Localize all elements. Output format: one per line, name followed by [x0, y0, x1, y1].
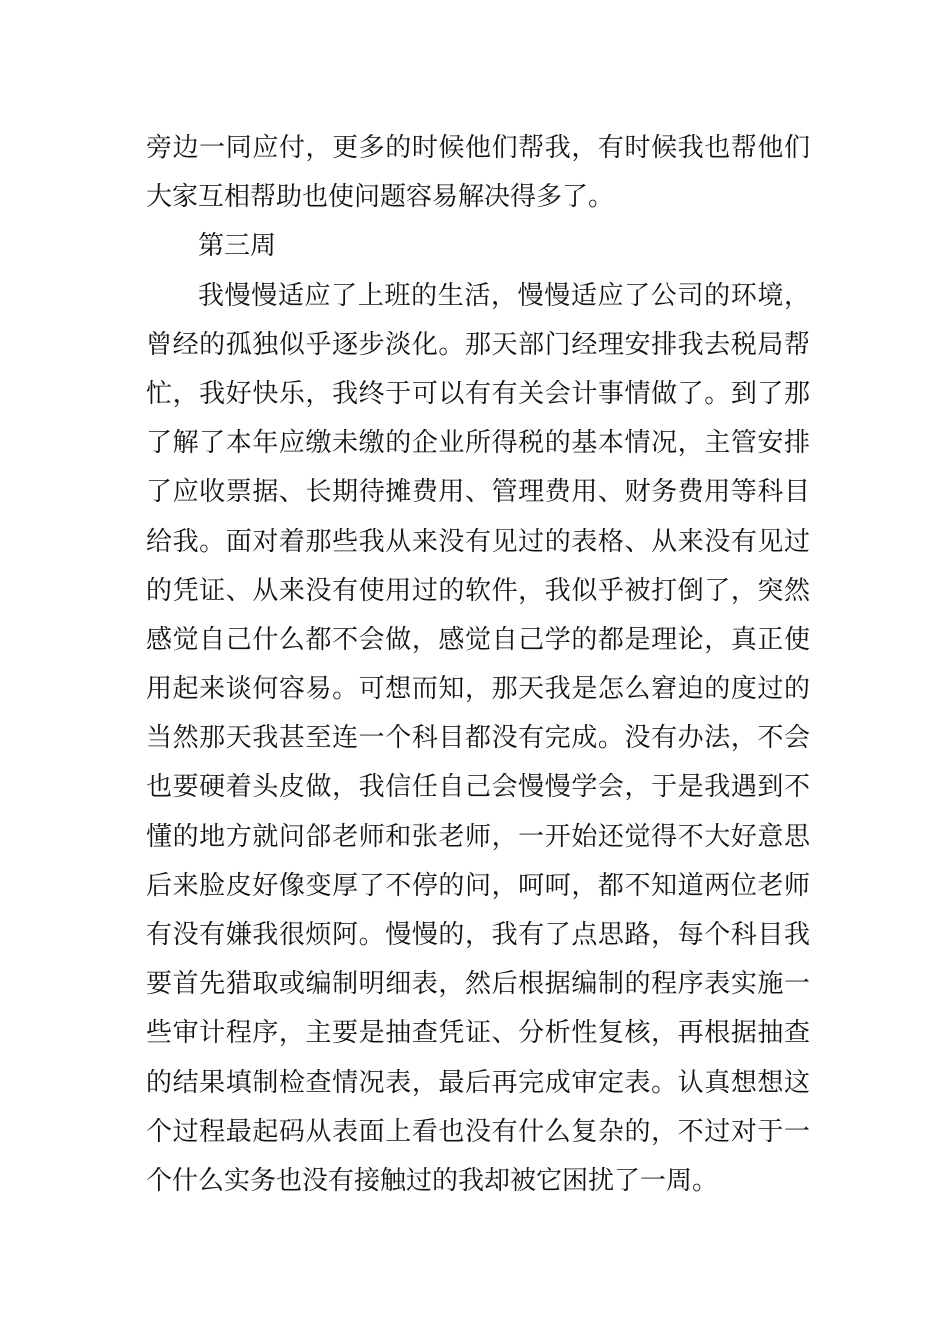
- text-line: 旁边一同应付，更多的时候他们帮我，有时候我也帮他们: [146, 133, 810, 163]
- text-line: 的凭证、从来没有使用过的软件，我似乎被打倒了，突然: [146, 575, 810, 606]
- text-line: 忙，我好快乐，我终于可以有有关会计事情做了。到了那: [146, 378, 810, 409]
- text-line: 大家互相帮助也使问题容易解决得多了。: [146, 182, 615, 213]
- text-line: 有没有嫌我很烦阿。慢慢的，我有了点思路，每个科目我: [146, 920, 810, 950]
- text-line: 个过程最起码从表面上看也没有什么复杂的，不过对于一: [146, 1116, 810, 1147]
- text-line: 的结果填制检查情况表，最后再完成审定表。认真想想这: [146, 1067, 810, 1098]
- text-line: 感觉自己什么都不会做，感觉自己学的都是理论，真正使: [146, 624, 810, 655]
- text-line: 我慢慢适应了上班的生活，慢慢适应了公司的环境，: [198, 280, 810, 311]
- text-line: 曾经的孤独似乎逐步淡化。那天部门经理安排我去税局帮: [146, 329, 810, 360]
- section-heading: 第三周: [198, 231, 277, 262]
- text-line: 了应收票据、长期待摊费用、管理费用、财务费用等科目: [146, 477, 810, 508]
- text-line: 个什么实务也没有接触过的我却被它困扰了一周。: [146, 1165, 719, 1196]
- text-line: 当然那天我甚至连一个科目都没有完成。没有办法，不会: [146, 723, 810, 754]
- text-line: 后来脸皮好像变厚了不停的问，呵呵，都不知道两位老师: [146, 870, 810, 901]
- text-line: 用起来谈何容易。可想而知，那天我是怎么窘迫的度过的: [146, 674, 810, 705]
- body-text: [146, 124, 810, 1206]
- text-line: 些审计程序，主要是抽查凭证、分析性复核，再根据抽查: [146, 1018, 810, 1049]
- text-line: 了解了本年应缴未缴的企业所得税的基本情况，主管安排: [146, 428, 810, 459]
- text-line: 要首先猎取或编制明细表，然后根据编制的程序表实施一: [146, 969, 810, 1000]
- text-line: 懂的地方就问郃老师和张老师，一开始还觉得不大好意思: [146, 821, 810, 852]
- text-line: 也要硬着头皮做，我信任自己会慢慢学会，于是我遇到不: [146, 772, 810, 803]
- text-line: 给我。面对着那些我从来没有见过的表格、从来没有见过: [146, 526, 810, 557]
